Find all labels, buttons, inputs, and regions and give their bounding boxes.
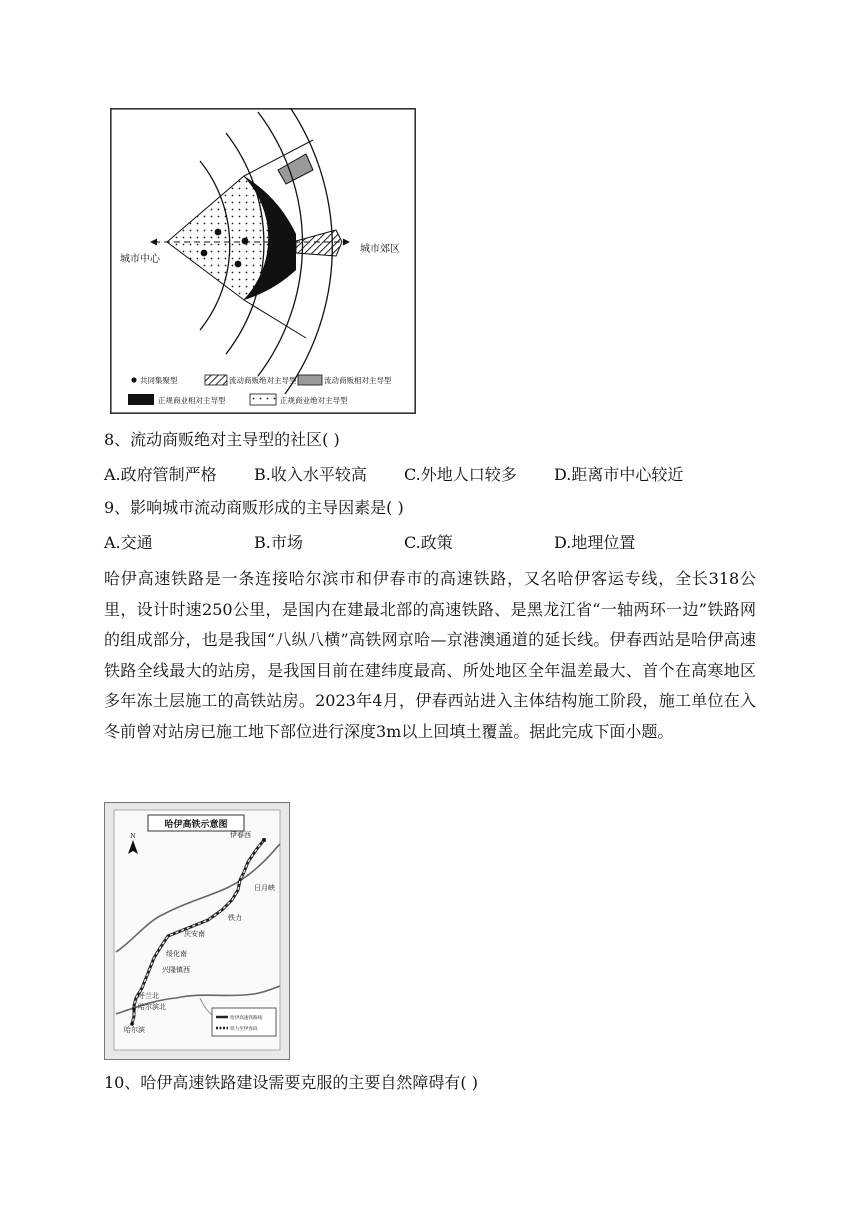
co-agglomeration-dot bbox=[235, 261, 242, 268]
map-title: 哈伊高铁示意图 bbox=[164, 820, 228, 830]
q9-option-a: A.交通 bbox=[104, 533, 153, 552]
legend-black-label: 正规商业相对主导型 bbox=[158, 396, 226, 405]
legend-dot-label: 共同集聚型 bbox=[140, 376, 178, 385]
label-city-suburb: 城市郊区 bbox=[360, 244, 400, 255]
legend-gray-label: 流动商贩相对主导型 bbox=[324, 376, 392, 385]
co-agglomeration-dot bbox=[215, 229, 222, 236]
q8-option-c: C.外地人口较多 bbox=[404, 465, 517, 484]
legend-dotted-label: 正规商业绝对主导型 bbox=[280, 396, 348, 405]
legend-hatch-label: 流动商贩绝对主导型 bbox=[229, 376, 297, 385]
railway-map bbox=[104, 802, 290, 1060]
svg-text:N: N bbox=[130, 833, 136, 840]
station-label: 哈尔滨 bbox=[124, 1026, 145, 1034]
station-label: 呼兰北 bbox=[138, 992, 159, 1000]
co-agglomeration-dot bbox=[242, 238, 249, 245]
q8-option-b: B.收入水平较高 bbox=[254, 465, 367, 484]
map-legend-label: 铁力至伊春段 bbox=[230, 1027, 258, 1032]
station-label: 哈尔滨北 bbox=[138, 1003, 166, 1011]
station-label: 庆安南 bbox=[184, 930, 205, 938]
station-label: 铁力 bbox=[228, 914, 242, 922]
station-label: 绥化南 bbox=[166, 950, 187, 958]
station-label: 日月峡 bbox=[254, 884, 275, 892]
q8-option-a: A.政府管制严格 bbox=[104, 465, 217, 484]
q10-stem: 10、哈伊高速铁路建设需要克服的主要自然障碍有( ) bbox=[104, 1073, 478, 1092]
map-legend bbox=[212, 1008, 276, 1036]
map-legend-label: 哈伊高速铁路线 bbox=[230, 1016, 263, 1021]
station-label: 兴隆镇西 bbox=[162, 966, 190, 974]
q9-option-b: B.市场 bbox=[254, 533, 303, 552]
q8-stem: 8、流动商贩绝对主导型的社区( ) bbox=[104, 430, 340, 449]
q8-option-d: D.距离市中心较近 bbox=[554, 465, 684, 484]
passage-text: 哈伊高速铁路是一条连接哈尔滨市和伊春市的高速铁路，又名哈伊客运专线，全长318公里，设计时速250公里，是国内在建最北部的高速铁路、是黑龙江省“一轴两环一边”铁路网的组成部分，也是我国“八纵八横”高铁网京哈—京港澳通道的延长线。伊春西站是哈伊高速铁路全线最大的站房，是我国目前在建纬度最高、所处地区全年温差最大、首个在高寒地区多年冻土层施工的高铁站房。2023年4月，伊春西站进入主体结构施工阶段，施工单位在入冬前曾对站房已施工地下部位进行深度3m以上回填土覆盖。据此完成下面小题。 bbox=[104, 569, 756, 741]
q9-stem: 9、影响城市流动商贩形成的主导因素是( ) bbox=[104, 498, 404, 517]
co-agglomeration-dot bbox=[201, 250, 208, 257]
station-label: 伊春西 bbox=[230, 831, 251, 839]
q9-option-d: D.地理位置 bbox=[554, 533, 636, 552]
q9-option-c: C.政策 bbox=[404, 533, 453, 552]
label-city-center: 城市中心 bbox=[120, 254, 160, 265]
urban-commerce-diagram bbox=[110, 108, 416, 414]
